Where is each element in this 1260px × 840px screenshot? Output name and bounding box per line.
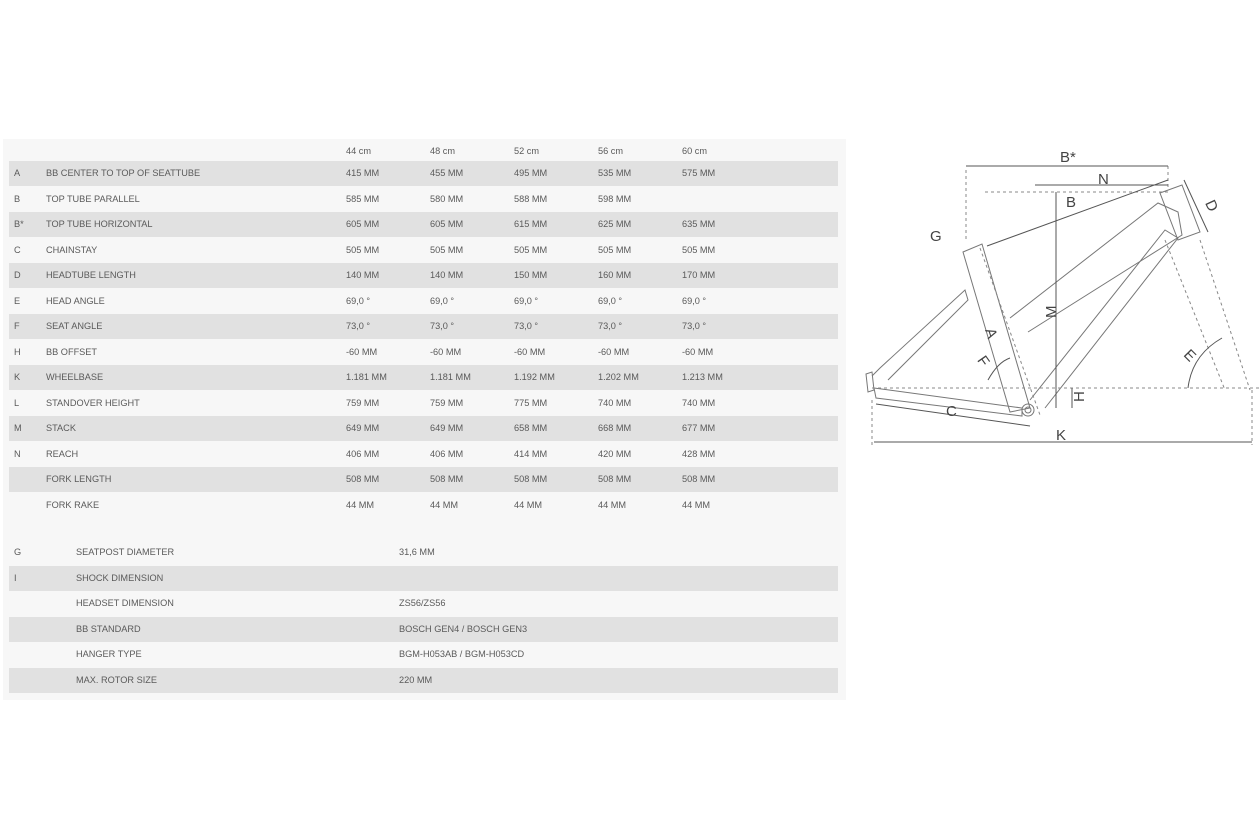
row-value: 140 MM [346, 270, 380, 280]
spec-value: 220 MM [399, 674, 433, 685]
spec-code: I [14, 572, 17, 583]
row-value: 69,0 ° [682, 295, 707, 306]
row-value: 495 MM [514, 168, 548, 178]
row-code: A [14, 168, 21, 178]
spec-value: ZS56/ZS56 [399, 598, 446, 608]
row-value: 1.181 MM [346, 372, 387, 382]
spec-label: BB STANDARD [76, 623, 141, 634]
row-value: 170 MM [682, 270, 716, 280]
label-h: H [1071, 391, 1088, 402]
row-value: 615 MM [514, 219, 548, 229]
row-value: 69,0 ° [598, 295, 623, 306]
row-code: K [14, 372, 21, 382]
row-value: 69,0 ° [430, 295, 455, 306]
row-value: 740 MM [598, 397, 632, 408]
row-value: 505 MM [346, 244, 380, 255]
spec-value: BGM-H053AB / BGM-H053CD [399, 649, 525, 659]
spec-row [9, 642, 838, 667]
row-code: M [14, 423, 22, 433]
spec-label: HANGER TYPE [76, 649, 142, 659]
row-value: -60 MM [514, 346, 546, 357]
row-value: 406 MM [430, 448, 464, 459]
row-value: 759 MM [430, 397, 464, 408]
row-value: 69,0 ° [346, 295, 371, 306]
label-m: M [1043, 305, 1060, 318]
label-a: A [981, 326, 1001, 341]
row-code: N [14, 448, 21, 459]
table-row [9, 263, 838, 288]
row-value: 44 MM [514, 499, 543, 510]
size-header: 56 cm [598, 146, 624, 156]
row-label: FORK LENGTH [46, 474, 112, 484]
row-value: 658 MM [514, 423, 548, 433]
row-value: 505 MM [430, 244, 464, 255]
row-value: 508 MM [598, 474, 632, 484]
label-n: N [1098, 171, 1109, 188]
row-value: 44 MM [598, 499, 627, 510]
row-code: H [14, 346, 21, 357]
row-value: -60 MM [346, 346, 378, 357]
row-value: 505 MM [514, 244, 548, 255]
spec-label: SHOCK DIMENSION [76, 572, 164, 583]
row-value: 406 MM [346, 448, 380, 459]
row-label: STACK [46, 423, 76, 433]
row-value: 150 MM [514, 270, 548, 280]
row-code: L [14, 397, 20, 408]
table-row [9, 416, 838, 441]
row-value: 575 MM [682, 168, 716, 178]
spec-value: BOSCH GEN4 / BOSCH GEN3 [399, 623, 528, 634]
row-value: 1.192 MM [514, 372, 555, 382]
table-row [9, 238, 838, 263]
row-value: 1.202 MM [598, 372, 639, 382]
size-header: 48 cm [430, 146, 456, 156]
table-row [9, 212, 838, 237]
row-value: 588 MM [514, 193, 548, 204]
spec-label: MAX. ROTOR SIZE [76, 674, 157, 685]
spec-code: G [14, 547, 22, 557]
row-code: F [14, 321, 20, 331]
size-header: 52 cm [514, 146, 540, 156]
row-value: 740 MM [682, 397, 716, 408]
table-row [9, 442, 838, 467]
row-value: 1.181 MM [430, 372, 471, 382]
row-label: REACH [46, 448, 79, 459]
table-row [9, 289, 838, 314]
dimension-lines [874, 166, 1252, 442]
label-e: E [1180, 346, 1200, 366]
row-code: B [14, 193, 21, 204]
row-code: C [14, 244, 21, 255]
row-value: 44 MM [682, 499, 711, 510]
row-value: 668 MM [598, 423, 632, 433]
row-label: STANDOVER HEIGHT [46, 397, 140, 408]
row-label: BB CENTER TO TOP OF SEATTUBE [46, 168, 201, 178]
size-header: 44 cm [346, 146, 372, 156]
row-label: TOP TUBE HORIZONTAL [46, 219, 153, 229]
label-f: F [973, 352, 993, 370]
row-value: 69,0 ° [514, 295, 539, 306]
label-d: D [1201, 197, 1222, 215]
row-value: 759 MM [346, 397, 380, 408]
row-value: 420 MM [598, 448, 632, 459]
row-value: 649 MM [430, 423, 464, 433]
label-b: B [1066, 194, 1077, 211]
spec-row [9, 566, 838, 591]
row-value: 428 MM [682, 448, 716, 459]
row-value: 508 MM [682, 474, 716, 484]
row-code: B* [14, 219, 24, 229]
row-label: BB OFFSET [46, 346, 98, 357]
table-row [9, 391, 838, 416]
row-code: E [14, 295, 21, 306]
row-value: 580 MM [430, 193, 464, 204]
row-value: 73,0 ° [514, 321, 539, 331]
row-value: 505 MM [682, 244, 716, 255]
frame-geometry-diagram [860, 140, 1260, 470]
frame-outline [866, 185, 1200, 416]
label-b-star: B* [1060, 149, 1076, 166]
row-label: HEAD ANGLE [46, 295, 105, 306]
spec-row [9, 668, 838, 693]
row-value: 585 MM [346, 193, 380, 204]
row-value: 44 MM [430, 499, 459, 510]
row-label: CHAINSTAY [46, 244, 98, 255]
row-value: -60 MM [682, 346, 714, 357]
row-value: 44 MM [346, 499, 375, 510]
table-row [9, 187, 838, 212]
table-row [9, 340, 838, 365]
row-value: 635 MM [682, 219, 716, 229]
row-value: 73,0 ° [598, 321, 623, 331]
label-k: K [1056, 427, 1067, 444]
row-label: WHEELBASE [46, 372, 104, 382]
row-label: HEADTUBE LENGTH [46, 270, 136, 280]
table-row [9, 493, 838, 518]
row-value: 455 MM [430, 168, 464, 178]
spec-label: SEATPOST DIAMETER [76, 547, 175, 557]
row-value: 140 MM [430, 270, 464, 280]
row-value: -60 MM [598, 346, 630, 357]
row-value: 160 MM [598, 270, 632, 280]
table-row [9, 467, 838, 492]
row-value: -60 MM [430, 346, 462, 357]
row-value: 505 MM [598, 244, 632, 255]
table-row [9, 314, 838, 339]
spec-label: HEADSET DIMENSION [76, 598, 174, 608]
table-row [9, 365, 838, 390]
spec-row [9, 591, 838, 616]
row-value: 508 MM [346, 474, 380, 484]
row-value: 508 MM [514, 474, 548, 484]
table-row [9, 161, 838, 186]
row-value: 508 MM [430, 474, 464, 484]
row-value: 605 MM [430, 219, 464, 229]
row-value: 1.213 MM [682, 372, 723, 382]
row-value: 605 MM [346, 219, 380, 229]
row-value: 73,0 ° [430, 321, 455, 331]
label-g: G [930, 228, 942, 245]
row-label: FORK RAKE [46, 499, 100, 510]
geometry-table-panel [3, 139, 846, 700]
spec-row [9, 617, 838, 642]
row-value: 649 MM [346, 423, 380, 433]
row-value: 73,0 ° [682, 321, 707, 331]
spec-row [9, 540, 838, 565]
row-label: SEAT ANGLE [46, 321, 103, 331]
row-value: 677 MM [682, 423, 716, 433]
row-code: D [14, 270, 21, 280]
row-value: 414 MM [514, 448, 548, 459]
row-value: 73,0 ° [346, 321, 371, 331]
row-value: 415 MM [346, 168, 380, 178]
row-label: TOP TUBE PARALLEL [46, 193, 140, 204]
label-c: C [946, 403, 957, 420]
row-value: 598 MM [598, 193, 632, 204]
size-header: 60 cm [682, 146, 708, 156]
row-value: 625 MM [598, 219, 632, 229]
spec-value: 31,6 MM [399, 547, 435, 557]
row-value: 775 MM [514, 397, 548, 408]
row-value: 535 MM [598, 168, 632, 178]
